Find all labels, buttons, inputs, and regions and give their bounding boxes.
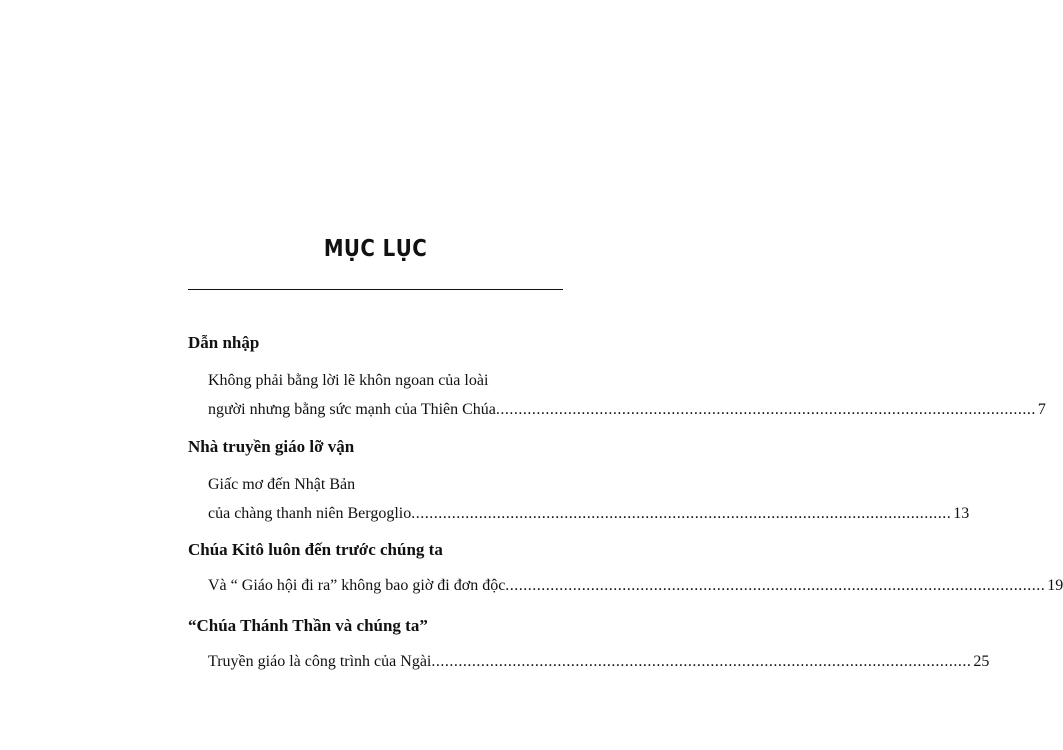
dot-leader: ........................................................................................................................ (495, 401, 1036, 418)
dot-leader: ........................................................................................................................ (505, 577, 1046, 594)
entry-text-line: của chàng thanh niên Bergoglio (208, 505, 412, 522)
entry-text-line: người nhưng bằng sức mạnh của Thiên Chúa (208, 401, 496, 418)
entry-text-line: Giấc mơ đến Nhật Bản (208, 476, 356, 493)
toc-entry-missionary (208, 470, 970, 528)
dot-leader: ........................................................................................................................ (411, 505, 952, 522)
title-divider (188, 289, 563, 290)
toc-entry-intro (208, 366, 1046, 424)
section-heading-missionary: Nhà truyền giáo lỡ vận (188, 437, 355, 456)
page-number: 13 (953, 505, 970, 522)
entry-leader-line (208, 647, 990, 676)
entry-text-line: Truyền giáo là công trình của Ngài (208, 653, 432, 670)
page-number: 25 (973, 653, 990, 670)
toc-entry-christ (208, 571, 1063, 600)
entry-leader-line (208, 571, 1063, 600)
section-heading-spirit: “Chúa Thánh Thần và chúng ta” (188, 616, 428, 635)
entry-leader-line (208, 395, 1046, 424)
toc-title: MỤC LỤC (323, 236, 428, 262)
entry-text-line: Không phải bằng lời lẽ khôn ngoan của loài (208, 372, 489, 389)
section-heading-christ: Chúa Kitô luôn đến trước chúng ta (188, 540, 443, 559)
page-number: 19 (1047, 577, 1063, 594)
section-heading-intro: Dẫn nhập (188, 333, 260, 352)
dot-leader: ........................................................................................................................ (431, 653, 972, 670)
page-number: 7 (1037, 401, 1046, 418)
toc-entry-spirit (208, 647, 990, 676)
entry-leader-line (208, 499, 970, 528)
entry-text-line: Và “ Giáo hội đi ra” không bao giờ đi đơn độc (208, 577, 506, 594)
